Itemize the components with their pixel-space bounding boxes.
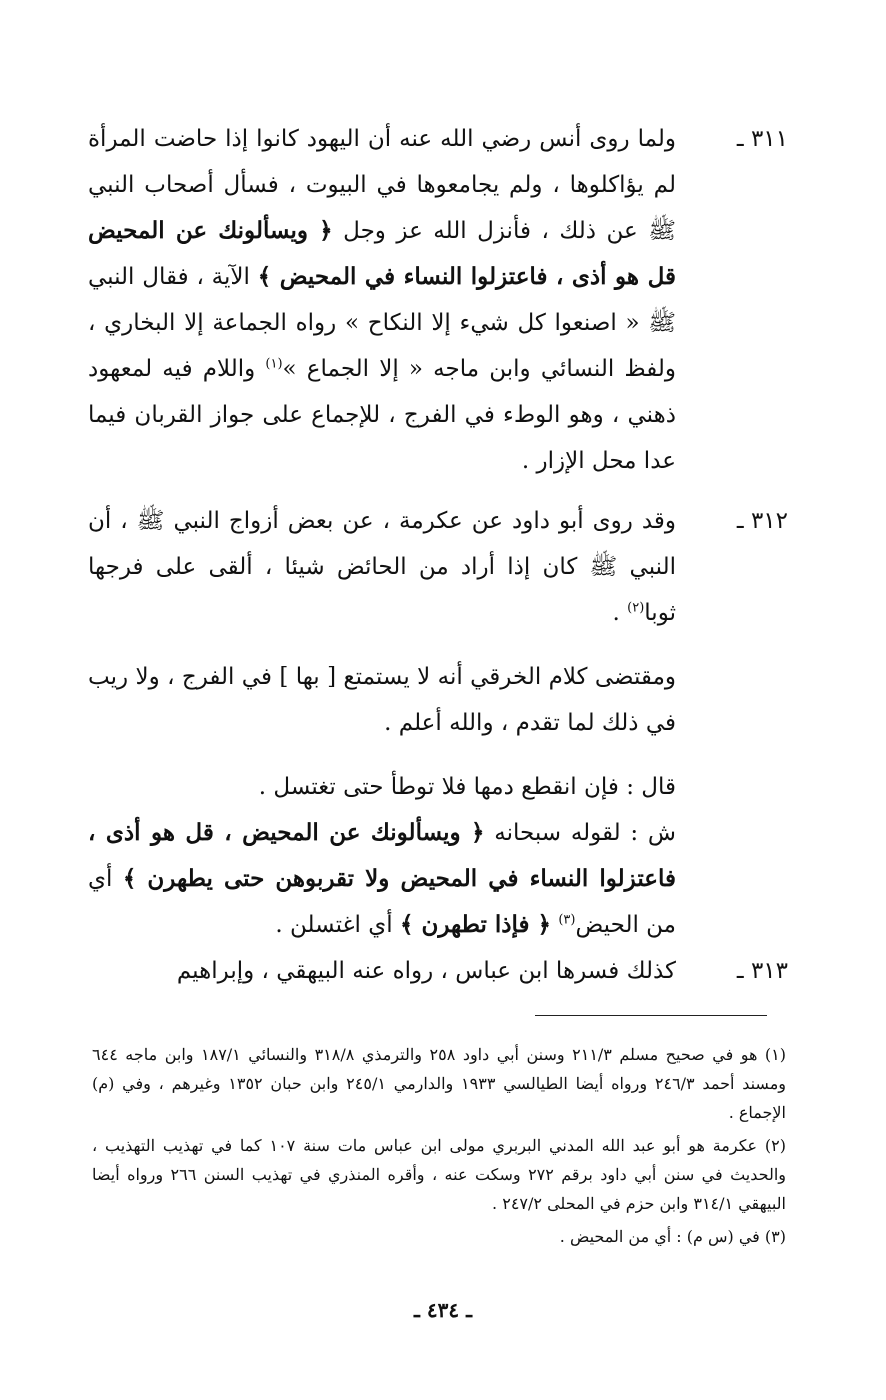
text-run: وقد روى أبو داود عن عكرمة ، عن بعض أزواج النبي ﷺ ، أن النبي ﷺ كان إذا أراد من الحائض شيئا ، ألقى على فرجها ثوبا bbox=[88, 508, 676, 626]
paragraph-number: ٣١٣ ـ bbox=[736, 958, 788, 984]
text-run: واللام فيه لمعهود ذهني ، وهو الوطء في الفرج ، للإجماع على جواز القربان فيما عدا محل الإزار . bbox=[88, 356, 676, 474]
paragraph-313 bbox=[88, 948, 788, 994]
paragraph-sharh bbox=[88, 810, 676, 948]
text-run: . bbox=[612, 600, 620, 626]
text-run: الآية ، فقال النبي ﷺ « اصنعوا كل شيء إلا النكاح » رواه الجماعة إلا البخاري ، ولفظ النسائي وابن ماجه « إلا الجماع » bbox=[88, 264, 677, 382]
footnote-divider bbox=[535, 1015, 767, 1016]
paragraph-number: ٣١١ ـ bbox=[736, 126, 788, 152]
footnote-ref: (٢) bbox=[627, 600, 645, 616]
quran-quote: ﴿ فإذا تطهرن ﴾ bbox=[399, 911, 552, 938]
page-number: ـ ٤٣٤ ـ bbox=[414, 1298, 472, 1322]
paragraph-311 bbox=[88, 116, 788, 484]
text-run: ش : لقوله سبحانه bbox=[494, 820, 677, 846]
footnote-2: (٢) عكرمة هو أبو عبد الله المدني البربري مولى ابن عباس مات سنة ١٠٧ كما في تهذيب التهذيب ، والحديث في سنن أبي داود برقم ٢٧٢ وسكت عنه ، وأقره المنذري في تهذيب السنن ٢٦٦ ورواه أيضا البيهقي ٣١٤/١ وابن حزم في المحلى ٢٤٧/٢ . bbox=[92, 1136, 787, 1213]
footnote-ref: (١) bbox=[265, 356, 283, 372]
paragraph-qal: قال : فإن انقطع دمها فلا توطأ حتى تغتسل . bbox=[258, 774, 676, 800]
paragraph-body bbox=[88, 498, 676, 636]
paragraph-312 bbox=[88, 498, 788, 636]
paragraph-body bbox=[88, 116, 676, 484]
paragraph-muqtada: ومقتضى كلام الخرقي أنه لا يستمتع [ بها ] في الفرج ، ولا ريب في ذلك لما تقدم ، والله أعلم . bbox=[88, 664, 676, 736]
quran-quote: ﴿ ويسألونك عن المحيض ، قل هو أذى ، فاعتزلوا النساء في المحيض ولا تقربوهن حتى يطهرن ﴾ bbox=[88, 819, 677, 892]
main-text bbox=[88, 116, 788, 994]
paragraph-body: كذلك فسرها ابن عباس ، رواه عنه البيهقي ، وإبراهيم bbox=[176, 958, 676, 984]
paragraph-number: ٣١٢ ـ bbox=[736, 508, 788, 534]
text-run: أي من الحيض bbox=[88, 866, 676, 938]
footnote-3: (٣) في (س م) : أي من المحيض . bbox=[559, 1227, 786, 1246]
footnote-ref: (٣) bbox=[558, 912, 576, 928]
text-run: أي اغتسلن . bbox=[275, 912, 393, 938]
text-run: ولما روى أنس رضي الله عنه أن اليهود كانوا إذا حاضت المرأة لم يؤاكلوها ، ولم يجامعوها في البيوت ، فسأل أصحاب النبي ﷺ عن ذلك ، فأنزل الله عز وجل bbox=[88, 126, 676, 244]
quran-quote: ﴿ ويسألونك عن المحيض قل هو أذى ، فاعتزلوا النساء في المحيض ﴾ bbox=[88, 217, 676, 290]
footnote-1: (١) هو في صحيح مسلم ٢١١/٣ وسنن أبي داود ٢٥٨ والترمذي ٣١٨/٨ والنسائي ١٨٧/١ وابن ماجه ٦٤٤ ومسند أحمد ٢٤٦/٣ ورواه أيضا الطيالسي ١٩٣٣ والدارمي ٢٤٥/١ وابن حبان ١٣٥٢ وغيرهم ، وفي (م) الإجماع . bbox=[92, 1045, 787, 1122]
footnotes bbox=[92, 1040, 786, 1255]
